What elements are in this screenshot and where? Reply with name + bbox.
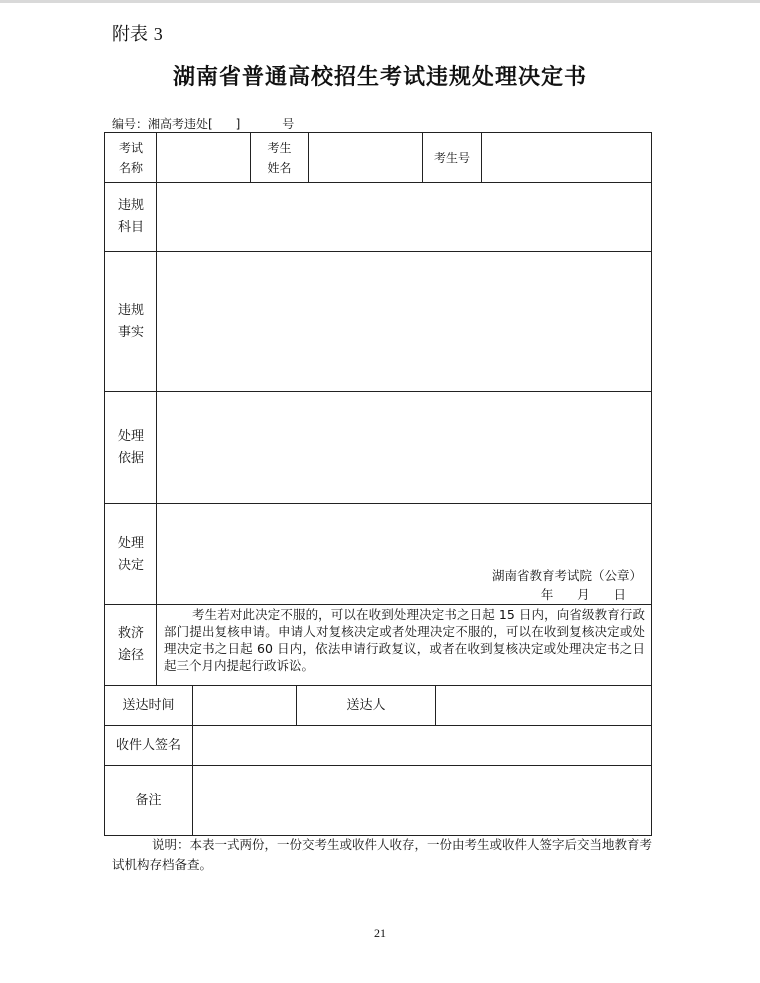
deliverer-field[interactable] <box>436 686 651 725</box>
appendix-number: 3 <box>153 24 163 44</box>
student-number-field[interactable] <box>482 133 651 182</box>
appendix-label <box>112 20 163 46</box>
handling-basis-label: 处理 依据 <box>117 428 144 466</box>
recipient-signature-field[interactable] <box>193 726 651 765</box>
exam-name-field[interactable] <box>157 133 250 182</box>
deliverer-label: 送达人 <box>346 697 386 713</box>
remedy-label: 救济 途径 <box>117 626 144 663</box>
violation-facts-field[interactable] <box>158 252 651 391</box>
page-top-border <box>0 0 760 3</box>
violation-subject-field[interactable] <box>158 183 651 251</box>
recipient-signature-label: 收件人签名 <box>115 737 181 753</box>
student-name-field[interactable] <box>309 133 422 182</box>
remarks-field[interactable] <box>193 766 651 835</box>
footnote: 说明：本表一式两份，一份交考生或收件人收存，一份由考生或收件人签字后交当地教育考试机构存档备查。 <box>112 837 653 872</box>
page-number: 21 <box>374 926 386 940</box>
issuer-seal: 湖南省教育考试院（公章） <box>491 568 642 583</box>
issue-date: 年 月 日 <box>540 587 626 602</box>
delivery-time-field[interactable] <box>193 686 296 725</box>
appendix-text: 附表 <box>112 24 148 45</box>
violation-subject-label: 违规 科目 <box>117 198 144 235</box>
remarks-label: 备注 <box>135 792 162 808</box>
student-name-label: 考生 姓名 <box>267 140 292 175</box>
delivery-time-label: 送达时间 <box>122 697 175 713</box>
student-number-label: 考生号 <box>433 150 470 165</box>
handling-decision-label: 处理 决定 <box>117 536 144 573</box>
page-title: 湖南省普通高校招生考试违规处理决定书 <box>172 64 587 90</box>
remedy-text: 考生若对此决定不服的，可以在收到处理决定书之日起 15 日内，向省级教育行政部门提出复核申请。申请人对复核决定或者处理决定不服的，可以在收到复核决定或处理决定书之日起 60 日内，依法申请行政复议，或者在收到复核决定或处理决定书之日起三个月内提起行政诉讼。 <box>164 607 645 673</box>
violation-facts-label: 违规 事实 <box>117 302 144 340</box>
handling-basis-field[interactable] <box>158 392 651 503</box>
exam-name-label: 考试 名称 <box>118 140 143 175</box>
serial-number-line: 编号：湘高考违处[ ] 号 <box>112 117 295 131</box>
